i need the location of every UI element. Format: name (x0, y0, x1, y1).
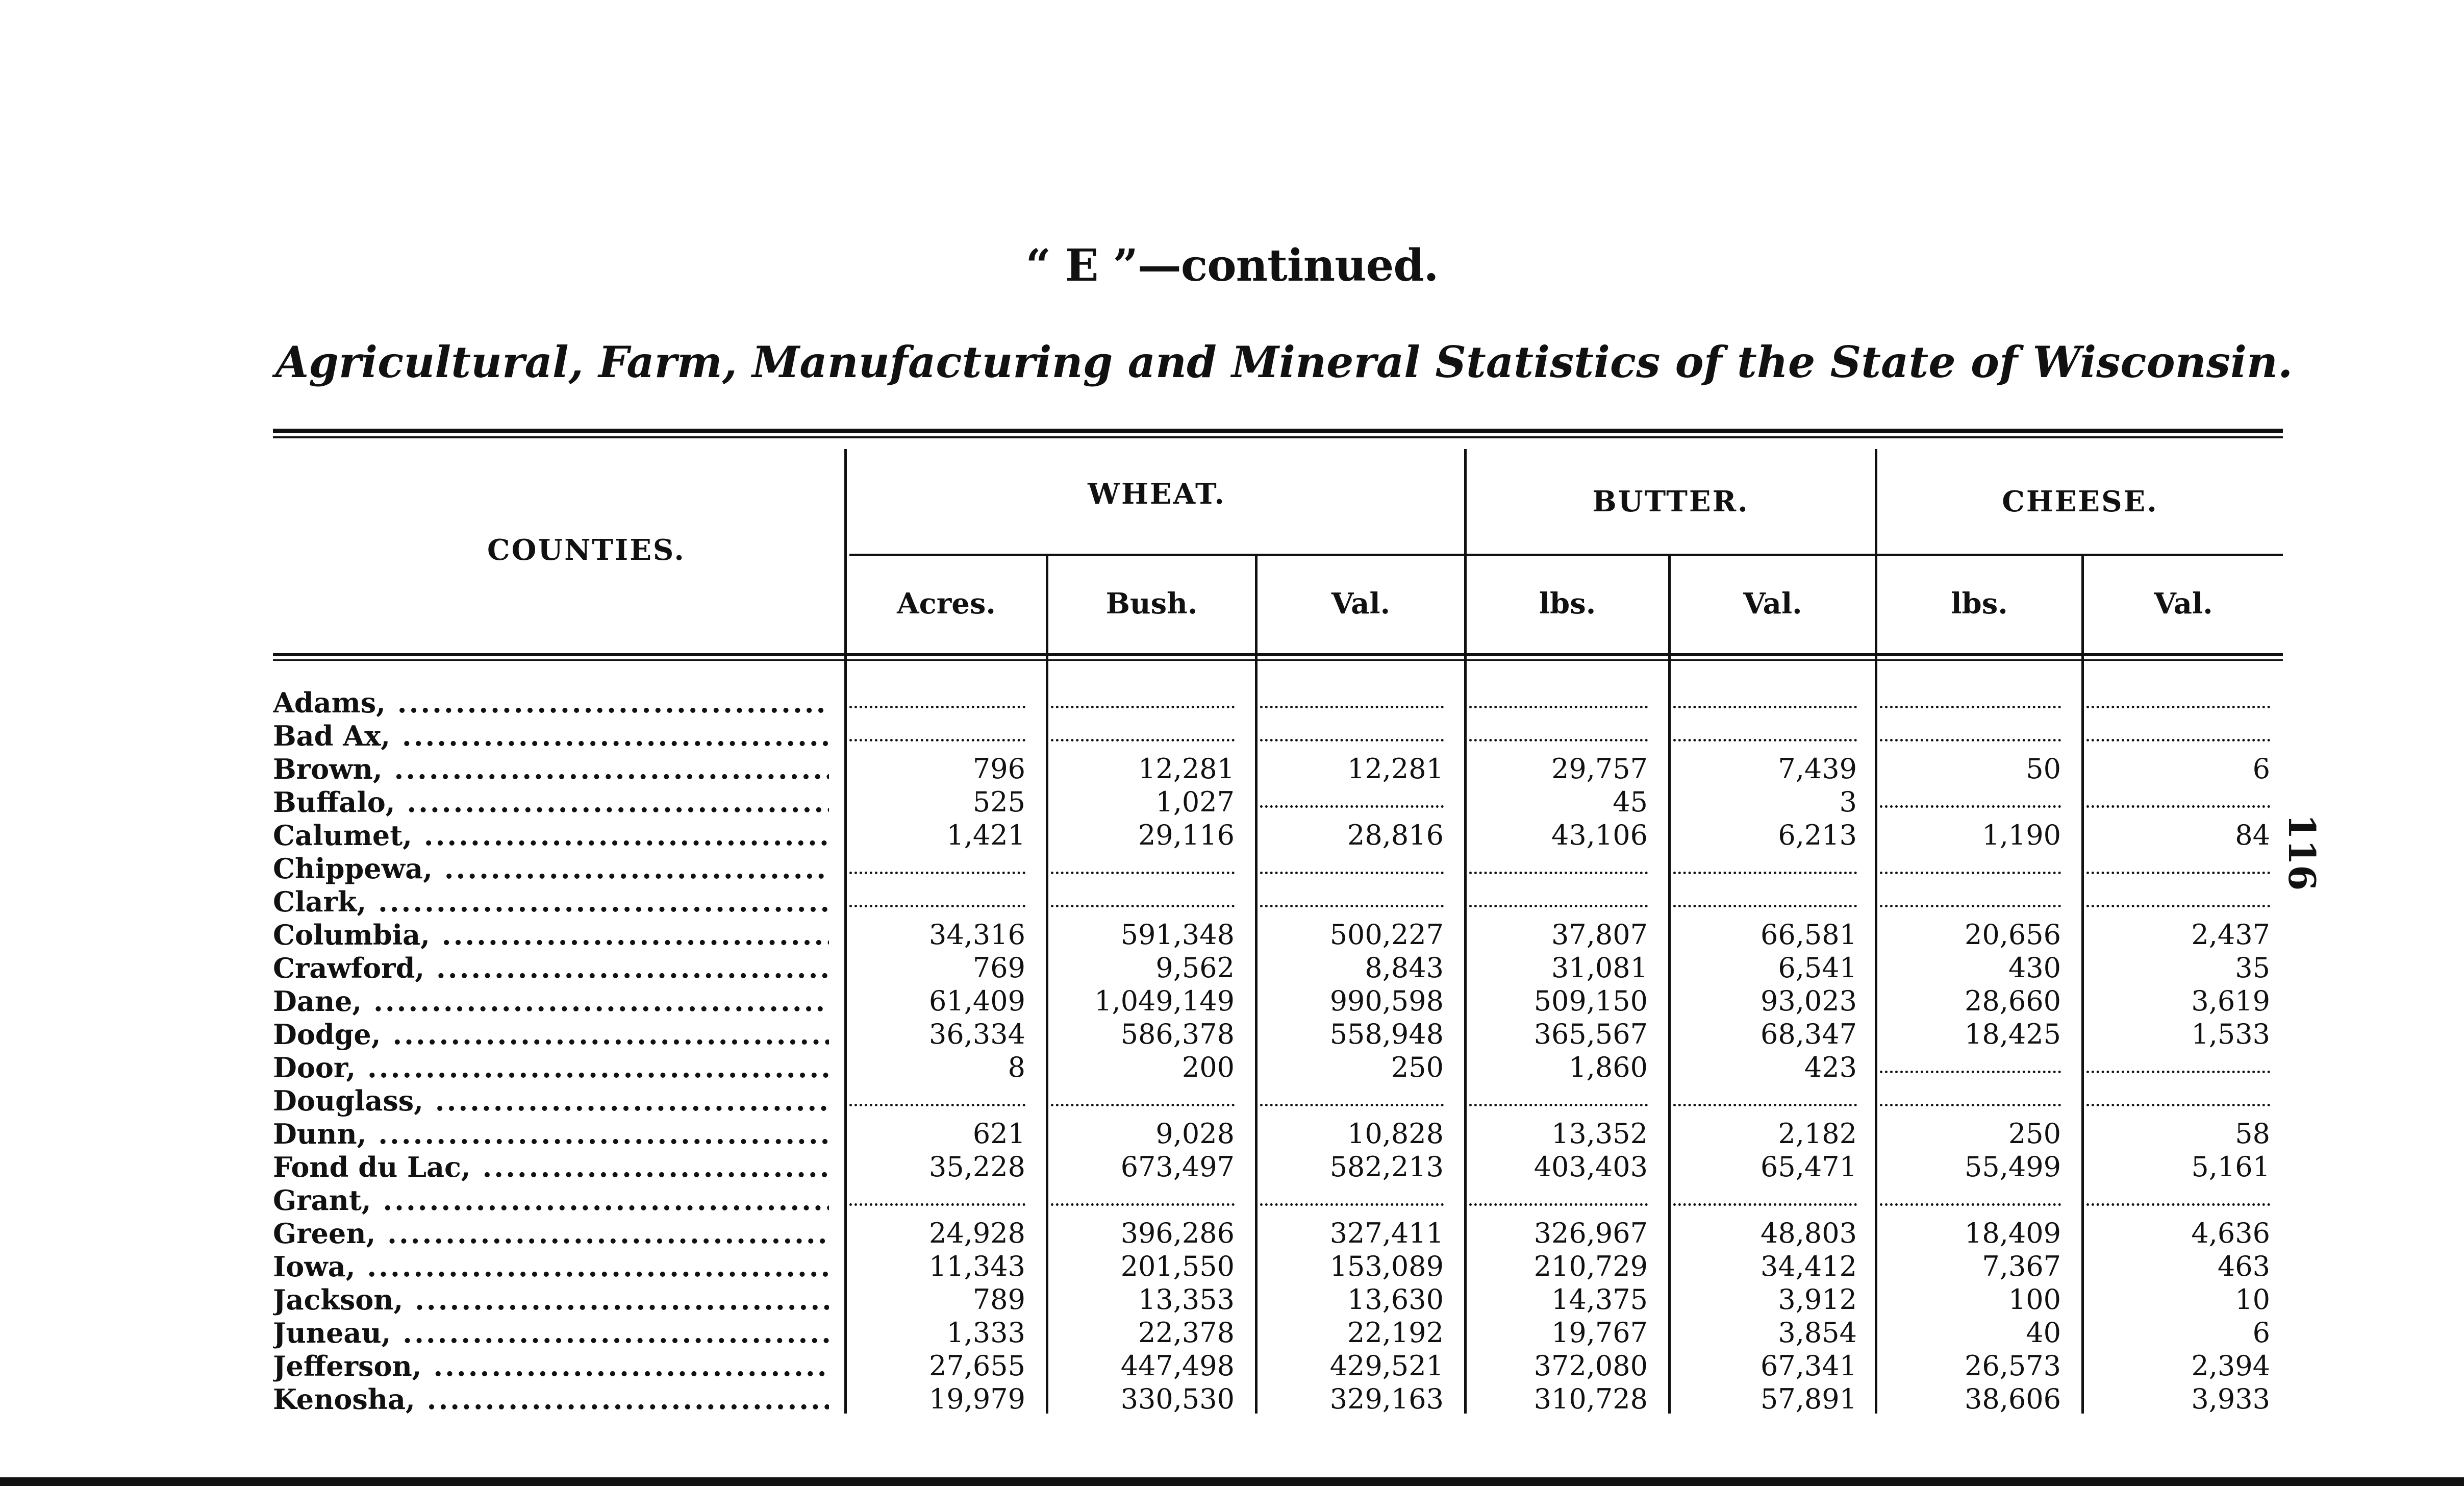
cell-butter-val: 48,803 (1761, 1217, 1857, 1249)
cell-cheese-lbs: 26,573 (1965, 1350, 2061, 1382)
cell-butter-lbs (1469, 1084, 1648, 1106)
cell-butter-lbs: 29,757 (1551, 753, 1648, 785)
cell-wheat-acres: 35,228 (929, 1151, 1025, 1183)
cell-butter-lbs (1469, 1184, 1648, 1206)
cell-wheat-bush: 591,348 (1120, 919, 1235, 951)
cell-wheat-val: 500,227 (1329, 919, 1444, 951)
county-name: Jackson, ..... (273, 1283, 829, 1317)
cell-butter-lbs: 1,860 (1569, 1051, 1648, 1083)
page-number: 116 (2280, 814, 2324, 891)
county-name: Jefferson, ..... (273, 1350, 829, 1383)
cell-cheese-lbs (1880, 786, 2061, 808)
cell-butter-lbs: 13,352 (1551, 1118, 1648, 1150)
cell-butter-val: 6,541 (1778, 952, 1857, 984)
cell-wheat-acres: 61,409 (929, 985, 1025, 1017)
cell-wheat-acres: 19,979 (929, 1383, 1025, 1415)
cell-wheat-acres: 36,334 (929, 1018, 1025, 1050)
statistics-table (273, 429, 2283, 1424)
county-name: Buffalo, ..... (273, 786, 829, 819)
cell-butter-lbs: 19,767 (1551, 1317, 1648, 1349)
cell-cheese-val: 58 (2235, 1118, 2270, 1150)
cell-butter-val: 34,412 (1761, 1250, 1857, 1282)
cell-wheat-bush (1051, 1084, 1235, 1106)
cell-butter-val: 6,213 (1778, 819, 1857, 851)
cell-wheat-bush: 29,116 (1138, 819, 1235, 851)
wheat-group-header: WHEAT. (1088, 477, 1226, 511)
cell-butter-lbs: 509,150 (1533, 985, 1648, 1017)
cell-cheese-val (2086, 885, 2270, 907)
cell-wheat-acres (849, 852, 1025, 874)
county-name: Clark, ..... (273, 885, 829, 919)
table-row (273, 686, 2283, 720)
county-name: Columbia, ..... (273, 919, 829, 952)
col-butter-lbs: lbs. (1539, 587, 1596, 621)
cell-cheese-lbs: 7,367 (1982, 1250, 2061, 1282)
cell-wheat-bush: 673,497 (1120, 1151, 1235, 1183)
county-name: Douglass, ..... (273, 1084, 829, 1118)
group-header-rule (849, 554, 2283, 556)
table-row (273, 1151, 2283, 1184)
cell-cheese-val (2086, 786, 2270, 808)
cell-cheese-val: 6 (2252, 753, 2270, 785)
cell-wheat-val: 12,281 (1347, 753, 1444, 785)
cheese-group-header: CHEESE. (2002, 485, 2158, 518)
cell-wheat-val: 22,192 (1347, 1317, 1444, 1349)
cell-butter-lbs: 37,807 (1551, 919, 1648, 951)
cell-wheat-bush (1051, 720, 1235, 741)
cell-wheat-bush: 12,281 (1138, 753, 1235, 785)
cell-wheat-val: 582,213 (1329, 1151, 1444, 1183)
cell-butter-val: 3,912 (1778, 1283, 1857, 1316)
cell-butter-lbs: 14,375 (1551, 1283, 1648, 1316)
cell-butter-lbs (1469, 686, 1648, 708)
counties-header: COUNTIES. (487, 533, 686, 567)
county-name: Adams, ..... (273, 686, 829, 720)
cell-butter-lbs: 403,403 (1533, 1151, 1648, 1183)
table-row (273, 852, 2283, 885)
col-wheat-acres: Acres. (897, 587, 996, 621)
cell-cheese-val (2086, 720, 2270, 741)
table-row (273, 819, 2283, 852)
cell-cheese-val: 84 (2235, 819, 2270, 851)
cell-wheat-acres (849, 1084, 1025, 1106)
cell-butter-val: 93,023 (1761, 985, 1857, 1017)
cell-cheese-val: 3,619 (2191, 985, 2270, 1017)
cell-cheese-lbs: 100 (2008, 1283, 2061, 1316)
county-name: Calumet, ..... (273, 819, 829, 852)
table-row (273, 1018, 2283, 1051)
cell-butter-val: 66,581 (1761, 919, 1857, 951)
cell-wheat-acres: 789 (972, 1283, 1025, 1316)
table-row (273, 1317, 2283, 1350)
butter-group-header: BUTTER. (1592, 485, 1749, 518)
cell-cheese-val: 35 (2235, 952, 2270, 984)
table-row (273, 1250, 2283, 1283)
table-row (273, 786, 2283, 819)
cell-cheese-lbs (1880, 852, 2061, 874)
header-bottom-rule (273, 653, 2283, 656)
cell-butter-val (1673, 1184, 1857, 1206)
county-name: Door, ..... (273, 1051, 829, 1084)
cell-butter-val (1673, 852, 1857, 874)
cell-wheat-acres: 796 (972, 753, 1025, 785)
cell-wheat-acres (849, 686, 1025, 708)
cell-butter-lbs: 372,080 (1533, 1350, 1648, 1382)
table-top-rule (273, 429, 2283, 433)
cell-wheat-acres (849, 720, 1025, 741)
cell-butter-lbs (1469, 852, 1648, 874)
cell-cheese-val: 4,636 (2191, 1217, 2270, 1249)
cell-wheat-bush: 13,353 (1138, 1283, 1235, 1316)
cell-cheese-lbs: 430 (2008, 952, 2061, 984)
col-wheat-val: Val. (1331, 587, 1391, 621)
table-title: Agricultural, Farm, Manufacturing and Mineral Statistics of the State of Wisconsin. (275, 337, 2293, 387)
cell-wheat-acres: 1,333 (946, 1317, 1025, 1349)
county-name: Crawford, ..... (273, 952, 829, 985)
cell-butter-val: 68,347 (1761, 1018, 1857, 1050)
cell-cheese-val: 3,933 (2191, 1383, 2270, 1415)
cell-wheat-val: 153,089 (1329, 1250, 1444, 1282)
county-name: Dodge, ..... (273, 1018, 829, 1051)
cell-cheese-val (2086, 852, 2270, 874)
county-name: Kenosha, ..... (273, 1383, 829, 1416)
cell-wheat-bush: 200 (1181, 1051, 1235, 1083)
cell-butter-val (1673, 885, 1857, 907)
cell-cheese-lbs (1880, 1084, 2061, 1106)
cell-butter-val: 2,182 (1778, 1118, 1857, 1150)
cell-butter-lbs: 45 (1613, 786, 1648, 818)
table-row (273, 1217, 2283, 1250)
cell-butter-lbs (1469, 720, 1648, 741)
table-row (273, 1184, 2283, 1217)
cell-cheese-lbs: 18,425 (1965, 1018, 2061, 1050)
table-row (273, 1350, 2283, 1383)
cell-butter-val: 3,854 (1778, 1317, 1857, 1349)
cell-wheat-val: 558,948 (1329, 1018, 1444, 1050)
table-row (273, 753, 2283, 786)
cell-cheese-lbs: 40 (2026, 1317, 2061, 1349)
cell-wheat-bush (1051, 1184, 1235, 1206)
county-name: Green, ..... (273, 1217, 829, 1250)
cell-cheese-lbs (1880, 1051, 2061, 1073)
cell-cheese-val: 10 (2235, 1283, 2270, 1316)
cell-butter-lbs: 43,106 (1551, 819, 1648, 851)
cell-cheese-lbs: 55,499 (1965, 1151, 2061, 1183)
cell-wheat-bush: 201,550 (1120, 1250, 1235, 1282)
cell-butter-val (1673, 1084, 1857, 1106)
cell-butter-val: 7,439 (1778, 753, 1857, 785)
cell-cheese-lbs: 20,656 (1965, 919, 2061, 951)
cell-wheat-val: 8,843 (1365, 952, 1444, 984)
cell-cheese-val: 2,394 (2191, 1350, 2270, 1382)
cell-butter-val (1673, 720, 1857, 741)
cell-wheat-bush (1051, 852, 1235, 874)
cell-cheese-val: 2,437 (2191, 919, 2270, 951)
cell-butter-lbs: 310,728 (1533, 1383, 1648, 1415)
table-row (273, 1283, 2283, 1317)
table-top-rule-thin (273, 436, 2283, 438)
cell-cheese-val: 463 (2217, 1250, 2270, 1282)
cell-wheat-bush: 447,498 (1120, 1350, 1235, 1382)
cell-butter-lbs: 31,081 (1551, 952, 1648, 984)
county-name: Bad Ax, ..... (273, 720, 829, 753)
table-row (273, 1383, 2283, 1416)
cell-wheat-acres: 8 (1008, 1051, 1025, 1083)
cell-wheat-val: 10,828 (1347, 1118, 1444, 1150)
header-bottom-rule-thin (273, 659, 2283, 661)
county-name: Fond du Lac, ..... (273, 1151, 829, 1184)
cell-wheat-val: 329,163 (1329, 1383, 1444, 1415)
table-row (273, 985, 2283, 1018)
cell-wheat-acres: 24,928 (929, 1217, 1025, 1249)
cell-wheat-acres: 1,421 (946, 819, 1025, 851)
cell-wheat-acres (849, 1184, 1025, 1206)
cell-wheat-val (1260, 1084, 1444, 1106)
county-name: Iowa, ..... (273, 1250, 829, 1283)
cell-wheat-bush: 22,378 (1138, 1317, 1235, 1349)
cell-butter-val (1673, 686, 1857, 708)
cell-wheat-acres: 11,343 (929, 1250, 1025, 1282)
table-row (273, 919, 2283, 952)
cell-butter-val: 65,471 (1761, 1151, 1857, 1183)
page-heading: “ E ”—continued. (1025, 240, 1439, 291)
cell-cheese-lbs: 28,660 (1965, 985, 2061, 1017)
col-cheese-val: Val. (2154, 587, 2213, 621)
cell-wheat-bush (1051, 885, 1235, 907)
cell-wheat-acres: 769 (972, 952, 1025, 984)
cell-wheat-val: 28,816 (1347, 819, 1444, 851)
cell-wheat-val (1260, 1184, 1444, 1206)
cell-wheat-bush: 586,378 (1120, 1018, 1235, 1050)
cell-cheese-lbs: 250 (2008, 1118, 2061, 1150)
cell-wheat-acres: 621 (972, 1118, 1025, 1150)
cell-wheat-val: 990,598 (1329, 985, 1444, 1017)
cell-cheese-lbs: 38,606 (1965, 1383, 2061, 1415)
cell-cheese-lbs: 1,190 (1982, 819, 2061, 851)
table-row (273, 1084, 2283, 1118)
cell-wheat-val: 327,411 (1329, 1217, 1444, 1249)
cell-wheat-val: 13,630 (1347, 1283, 1444, 1316)
cell-cheese-val (2086, 1084, 2270, 1106)
cell-cheese-val (2086, 1051, 2270, 1073)
col-cheese-lbs: lbs. (1951, 587, 2008, 621)
cell-butter-lbs: 326,967 (1533, 1217, 1648, 1249)
cell-cheese-lbs (1880, 720, 2061, 741)
cell-wheat-val (1260, 720, 1444, 741)
cell-wheat-acres: 34,316 (929, 919, 1025, 951)
cell-cheese-val: 6 (2252, 1317, 2270, 1349)
cell-cheese-val (2086, 1184, 2270, 1206)
table-row (273, 720, 2283, 753)
cell-butter-val: 57,891 (1761, 1383, 1857, 1415)
table-row (273, 1051, 2283, 1084)
table-row (273, 885, 2283, 919)
county-name: Grant, ..... (273, 1184, 829, 1217)
cell-cheese-val (2086, 686, 2270, 708)
county-name: Brown, ..... (273, 753, 829, 786)
county-name: Dunn, ..... (273, 1118, 829, 1151)
cell-wheat-val (1260, 885, 1444, 907)
cell-cheese-val: 5,161 (2191, 1151, 2270, 1183)
cell-wheat-val: 250 (1391, 1051, 1444, 1083)
county-name: Juneau, ..... (273, 1317, 829, 1350)
cell-cheese-lbs (1880, 1184, 2061, 1206)
cell-wheat-bush: 9,562 (1155, 952, 1235, 984)
county-name: Dane, ..... (273, 985, 829, 1018)
cell-butter-val: 3 (1839, 786, 1857, 818)
cell-wheat-val (1260, 786, 1444, 808)
county-name: Chippewa, ..... (273, 852, 829, 885)
table-row (273, 952, 2283, 985)
cell-butter-lbs: 365,567 (1533, 1018, 1648, 1050)
cell-wheat-val (1260, 852, 1444, 874)
cell-butter-val: 423 (1804, 1051, 1857, 1083)
cell-wheat-acres (849, 885, 1025, 907)
col-wheat-bush: Bush. (1105, 587, 1198, 621)
cell-wheat-acres: 27,655 (929, 1350, 1025, 1382)
table-row (273, 1118, 2283, 1151)
cell-cheese-lbs (1880, 686, 2061, 708)
cell-wheat-bush: 330,530 (1120, 1383, 1235, 1415)
cell-wheat-val (1260, 686, 1444, 708)
cell-wheat-bush: 396,286 (1120, 1217, 1235, 1249)
cell-wheat-acres: 525 (972, 786, 1025, 818)
cell-cheese-lbs (1880, 885, 2061, 907)
cell-butter-lbs (1469, 885, 1648, 907)
cell-butter-val: 67,341 (1761, 1350, 1857, 1382)
cell-wheat-bush: 1,027 (1155, 786, 1235, 818)
cell-cheese-lbs: 18,409 (1965, 1217, 2061, 1249)
cell-wheat-bush: 1,049,149 (1094, 985, 1235, 1017)
col-butter-val: Val. (1743, 587, 1802, 621)
cell-cheese-lbs: 50 (2026, 753, 2061, 785)
page-bottom-rule (0, 1477, 2464, 1486)
cell-wheat-val: 429,521 (1329, 1350, 1444, 1382)
cell-wheat-bush (1051, 686, 1235, 708)
cell-wheat-bush: 9,028 (1155, 1118, 1235, 1150)
cell-butter-lbs: 210,729 (1533, 1250, 1648, 1282)
cell-cheese-val: 1,533 (2191, 1018, 2270, 1050)
